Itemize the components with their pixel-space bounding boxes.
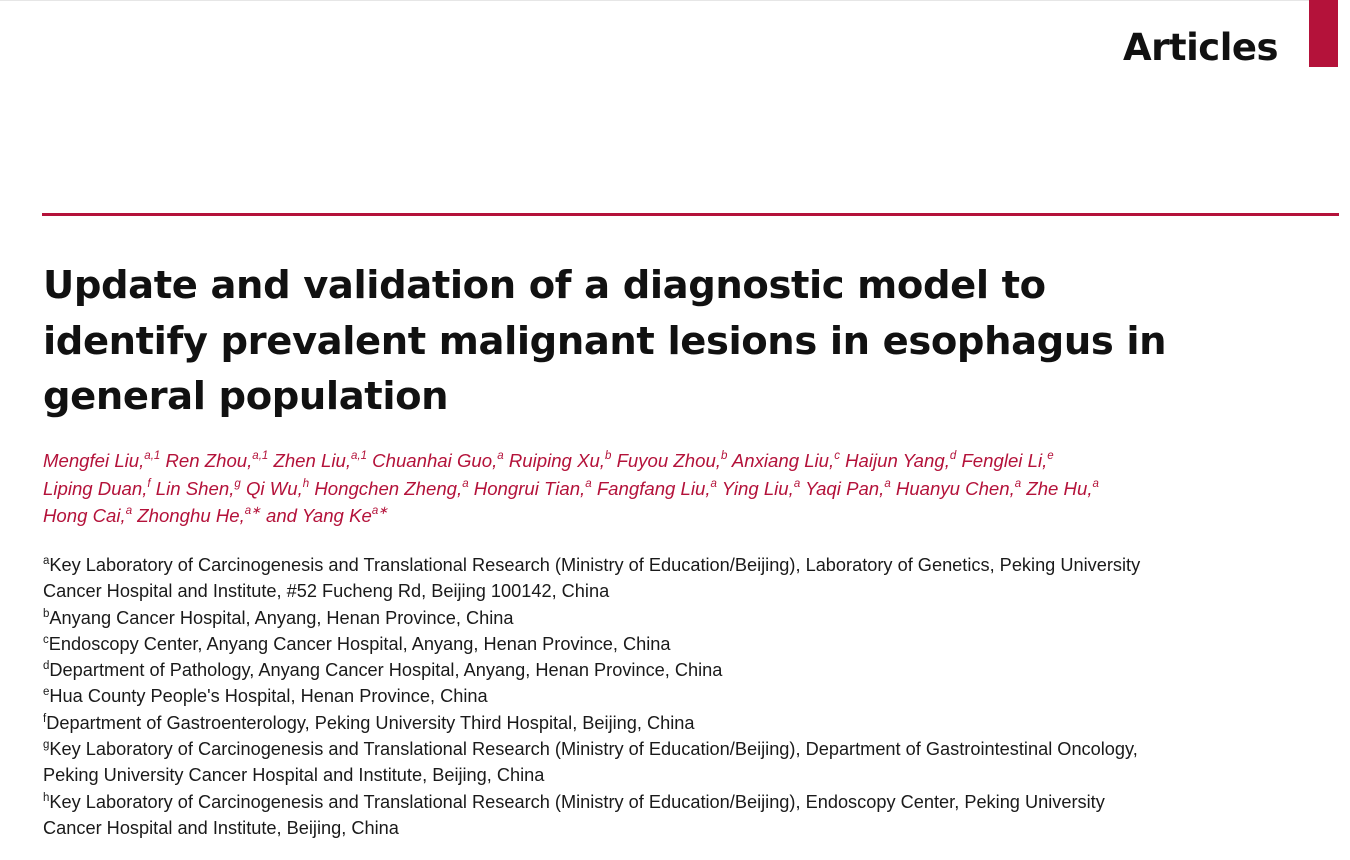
affiliation-text: Key Laboratory of Carcinogenesis and Translational Research (Ministry of Education/Beijing), Laboratory of Genetics, Peking University Cancer Hospital and Institute, #52 Fucheng Rd, Beijing 100142, China xyxy=(43,555,1141,602)
author-name[interactable]: Haijun Yang,$^d$ xyxy=(845,450,957,471)
affiliation-key: c xyxy=(43,633,49,646)
author-affiliation-marker: f xyxy=(147,477,151,490)
author-affiliation-marker: a,1 xyxy=(252,450,269,462)
author-name[interactable]: Ruiping Xu,$^b$ xyxy=(508,450,612,471)
author-affiliation-marker: a xyxy=(1014,477,1022,490)
affiliation-item xyxy=(43,710,1153,736)
author-affiliation-marker: g xyxy=(234,477,241,490)
author-name[interactable]: Ying Liu,$^a$ xyxy=(721,477,801,499)
author-affiliation-marker: e xyxy=(1047,450,1054,462)
affiliation-text: Department of Gastroenterology, Peking University Third Hospital, Beijing, China xyxy=(46,712,695,733)
author-name[interactable]: Zhen Liu,$^{a,1}$ xyxy=(273,450,367,471)
affiliation-key: g xyxy=(43,739,50,752)
author-name[interactable]: Fuyou Zhou,$^b$ xyxy=(616,450,728,471)
affiliation-key: b xyxy=(43,607,50,620)
affiliation-item xyxy=(43,657,1153,683)
author-affiliation-marker: a xyxy=(462,477,469,490)
author-affiliation-marker: a xyxy=(710,477,717,490)
author-name[interactable]: Anxiang Liu,$^c$ xyxy=(731,450,840,471)
author-name[interactable]: Chuanhai Guo,$^a$ xyxy=(372,450,504,471)
author-affiliation-marker: a xyxy=(125,505,133,517)
author-affiliation-marker: a,1 xyxy=(351,450,367,462)
author-affiliation-marker: a xyxy=(1092,477,1099,490)
author-affiliation-marker: h xyxy=(302,477,310,490)
author-list xyxy=(43,447,1153,530)
section-color-tab xyxy=(1309,0,1338,67)
affiliation-item xyxy=(43,789,1153,842)
author-affiliation-marker: a∗ xyxy=(371,505,388,517)
affiliation-key: a xyxy=(43,555,50,567)
author-affiliation-marker: a,1 xyxy=(144,450,161,462)
affiliation-item xyxy=(43,683,1153,709)
affiliation-key: h xyxy=(43,791,50,804)
affiliation-key: d xyxy=(43,660,50,673)
affiliation-item xyxy=(43,605,1153,631)
author-name[interactable]: Fangfang Liu,$^a$ xyxy=(596,477,717,499)
title-line: Update and validation of a diagnostic model to xyxy=(43,263,1046,308)
author-affiliation-marker: a∗ xyxy=(244,505,261,517)
author-name[interactable]: Hongrui Tian,$^a$ xyxy=(473,477,592,499)
author-name[interactable]: Ren Zhou,$^{a,1}$ xyxy=(165,450,269,471)
author-name[interactable]: Mengfei Liu,$^{a,1}$ xyxy=(43,450,161,471)
author-affiliation-marker: a xyxy=(884,477,891,490)
affiliation-text: Key Laboratory of Carcinogenesis and Translational Research (Ministry of Education/Beijing), Department of Gastrointestinal Oncology, Peking University Cancer Hospital and Institute, Beijing, China xyxy=(43,739,1138,786)
author-affiliation-marker: d xyxy=(949,450,957,462)
author-name[interactable]: Zhonghu He,$^{a∗}$ xyxy=(137,505,261,526)
author-name[interactable]: Hong Cai,$^a$ xyxy=(43,505,133,526)
top-divider xyxy=(0,0,1310,1)
author-name[interactable]: Yaqi Pan,$^a$ xyxy=(805,477,891,499)
author-name[interactable]: Liping Duan,$^f$ xyxy=(43,477,151,499)
author-name[interactable]: Huanyu Chen,$^a$ xyxy=(895,477,1022,499)
header-divider xyxy=(42,213,1339,216)
author-affiliation-marker: b xyxy=(604,450,612,462)
author-affiliation-marker: c xyxy=(834,450,840,462)
title-line: identify prevalent malignant lesions in esophagus in xyxy=(43,318,1167,364)
author-name[interactable]: Qi Wu,$^h$ xyxy=(245,477,310,499)
author-name[interactable]: Zhe Hu,$^a$ xyxy=(1026,477,1099,499)
affiliation-text: Department of Pathology, Anyang Cancer Hospital, Anyang, Henan Province, China xyxy=(49,660,723,681)
section-label: Articles xyxy=(1123,26,1278,69)
author-name[interactable]: Hongchen Zheng,$^a$ xyxy=(314,477,469,499)
affiliation-key: f xyxy=(43,712,47,725)
affiliation-text: Key Laboratory of Carcinogenesis and Translational Research (Ministry of Education/Beijing), Endoscopy Center, Peking University Cancer Hospital and Institute, Beijing, China xyxy=(43,791,1105,838)
affiliation-item xyxy=(43,736,1153,789)
affiliation-text: Endoscopy Center, Anyang Cancer Hospital, Anyang, Henan Province, China xyxy=(48,633,671,654)
article-title xyxy=(43,258,1223,425)
author-affiliation-marker: b xyxy=(720,450,728,462)
author-name[interactable]: Lin Shen,$^g$ xyxy=(155,477,241,499)
title-line: general population xyxy=(43,374,449,419)
author-name[interactable]: and Yang $Ke^{a∗}$ xyxy=(266,505,388,526)
author-affiliation-marker: a xyxy=(497,450,504,462)
affiliation-item xyxy=(43,631,1153,657)
author-affiliation-marker: a xyxy=(793,477,801,490)
affiliation-text: Anyang Cancer Hospital, Anyang, Henan Province, China xyxy=(49,607,514,628)
affiliation-item xyxy=(43,552,1153,605)
author-affiliation-marker: a xyxy=(585,477,592,490)
affiliation-text: Hua County People's Hospital, Henan Province, China xyxy=(49,686,488,707)
affiliation-list xyxy=(43,552,1153,841)
affiliation-key: e xyxy=(43,686,50,699)
author-name[interactable]: Fenglei Li,$^e$ xyxy=(961,450,1054,471)
